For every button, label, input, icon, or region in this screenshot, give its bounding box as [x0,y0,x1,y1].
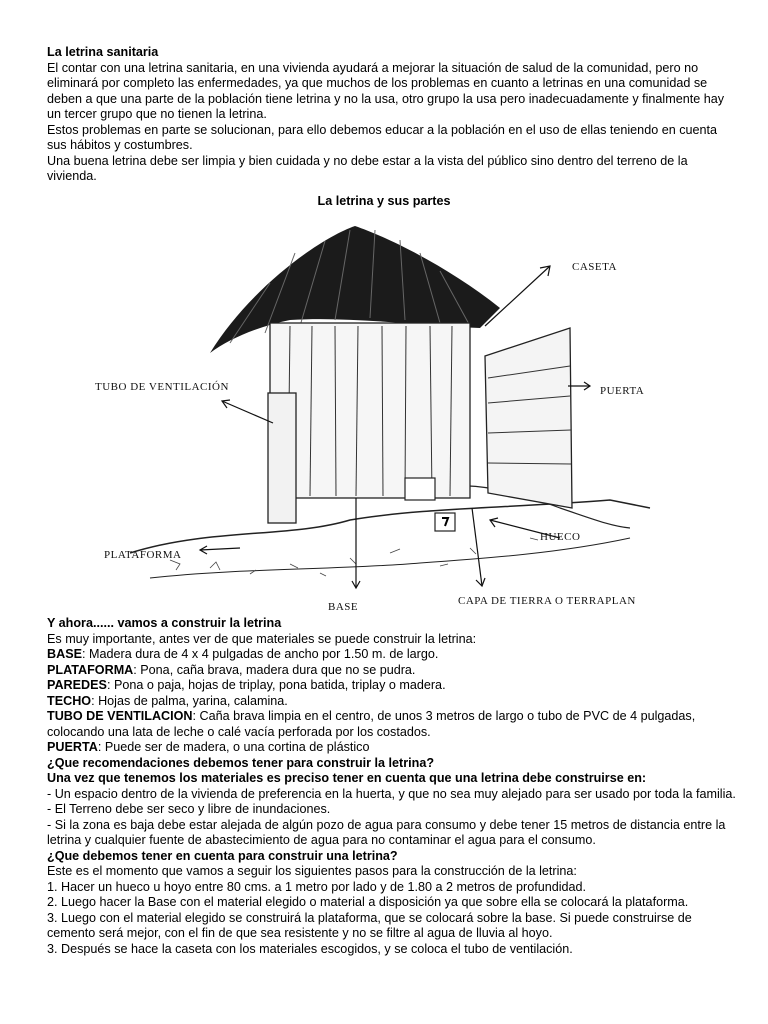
steps-intro: Este es el momento que vamos a seguir los siguientes pasos para la construcción de la letrina: [47,864,577,878]
step-item: 3. Luego con el material elegido se construirá la plataforma, que se colocará sobre la base. Si puede construirse de cemento será mejor, con el fin de que sea resistente y no se filtre al agua de lluvia al hoyo. [47,910,692,940]
material-desc: : Pona, caña brava, madera dura que no se pudra. [133,662,416,677]
recommendation-item: - Si la zona es baja debe estar alejada de algún pozo de agua para consumo y debe tener 15 metros de distancia entre la letrina y cualquier fuente de abastecimiento de agua para no contaminar el agua para el consumo. [47,817,726,847]
material-item [47,663,737,679]
material-desc: : Madera dura de 4 x 4 pulgadas de ancho por 1.50 m. de largo. [82,647,439,661]
material-term: PAREDES [47,678,107,692]
recommendation-item: - El Terreno debe ser seco y libre de inundaciones. [47,802,331,816]
step-item: 3. Después se hace la caseta con los materiales escogidos, y se coloca el tubo de ventilación. [47,941,573,956]
material-term: TECHO [47,693,92,708]
material-item [47,740,737,756]
section-subheading: Una vez que tenemos los materiales es preciso tener en cuenta que una letrina debe construirse en: [47,771,647,785]
label-base: BASE [328,601,359,613]
intro-paragraph: Estos problemas en parte se solucionan, para ello debemos educar a la población en el uso de ellas teniendo en cuenta sus hábitos y costumbres. [47,122,718,152]
material-item [47,694,737,710]
intro-paragraph: Una buena letrina debe ser limpia y bien cuidada y no debe estar a la vista del público sino dentro del terreno de la vivienda. [47,153,688,183]
section-heading: La letrina sanitaria [47,45,159,59]
section-heading: ¿Que recomendaciones debemos tener para construir la letrina? [47,755,435,770]
label-hueco: HUECO [540,531,581,543]
material-item [47,647,737,663]
materials-section [47,616,737,957]
material-item [47,709,737,740]
material-desc: : Pona o paja, hojas de triplay, pona batida, triplay o madera. [106,678,446,692]
material-desc: : Puede ser de madera, o una cortina de plástico [97,740,370,754]
label-capa-tierra: CAPA DE TIERRA O TERRAPLAN [458,595,636,607]
label-plataforma: PLATAFORMA [104,549,182,561]
material-item [47,678,737,694]
label-caseta: CASETA [572,261,617,273]
material-desc: : Caña brava limpia en el centro, de unos 3 metros de largo o tubo de PVC de 4 pulgadas, colocando una lata de leche o calé vacía perforada por los costados. [47,709,696,739]
material-term: PUERTA [47,740,98,754]
section-heading: Y ahora...... vamos a construir la letrina [47,616,282,630]
materials-intro: Es muy importante, antes ver de que materiales se puede construir la letrina: [47,631,477,646]
material-term: PLATAFORMA [47,662,134,677]
figure-title: La letrina y sus partes [317,194,451,208]
step-item: 1. Hacer un hueco u hoyo entre 80 cms. a 1 metro por lado y de 1.80 a 2 metros de profundidad. [47,879,587,894]
material-term: BASE [47,647,82,661]
latrine-illustration [90,208,690,618]
step-item: 2. Luego hacer la Base con el material elegido o material a disposición ya que sobre ella se colocará la plataforma. [47,895,689,909]
material-term: TUBO DE VENTILACION [47,709,193,723]
intro-paragraph: El contar con una letrina sanitaria, en una vivienda ayudará a mejorar la situación de salud de la comunidad, pero no eliminará por completo las enfermedades, ya que muchos de los problemas en cuanto a letrinas en una comunidad se deben a que una parte de la población tiene letrina y no la usa, otro grupo la usa pero inadecuadamente y finalmente hay un tercer grupo que no tienen la letrina. [47,60,725,121]
intro-section [47,45,737,185]
label-tubo-ventilacion: TUBO DE VENTILACIÓN [95,381,229,393]
recommendation-item: - Un espacio dentro de la vivienda de preferencia en la huerta, y que no sea muy alejado para ser usado por toda la familia. [47,786,736,801]
section-heading: ¿Que debemos tener en cuenta para construir una letrina? [47,848,398,863]
label-puerta: PUERTA [600,385,645,397]
material-desc: : Hojas de palma, yarina, calamina. [91,693,288,708]
